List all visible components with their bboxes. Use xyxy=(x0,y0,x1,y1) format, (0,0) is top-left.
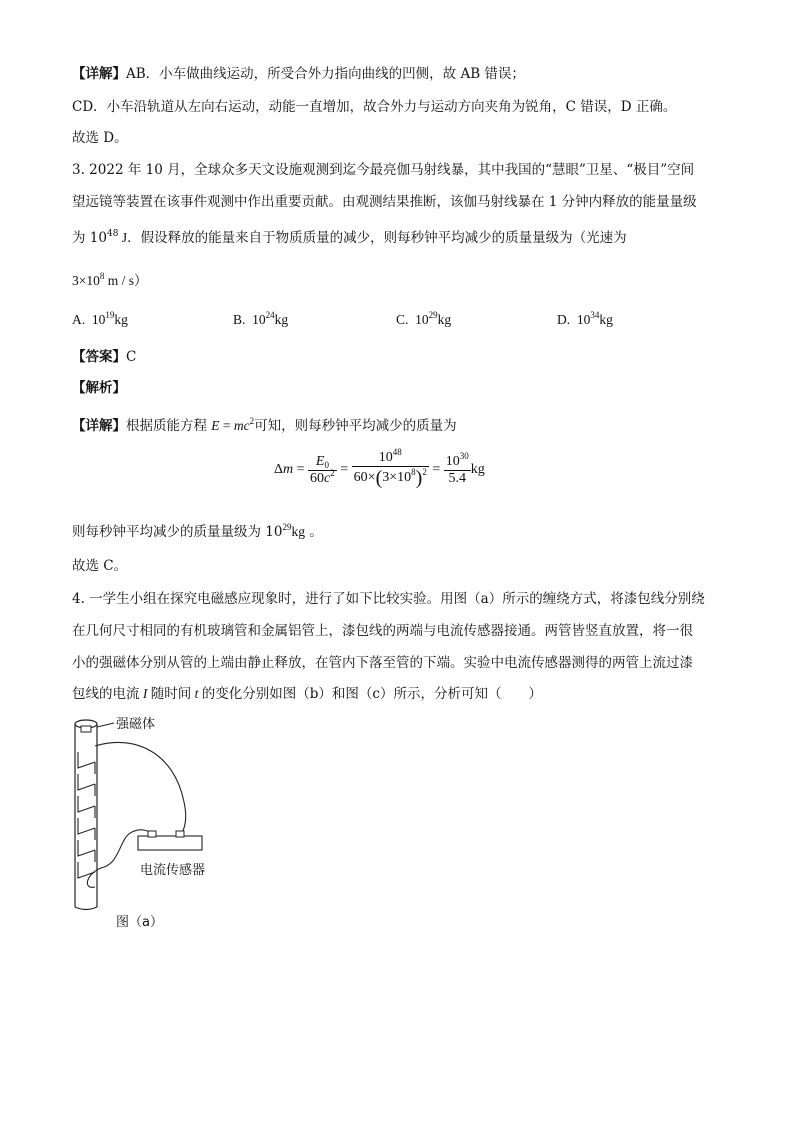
coil-windings xyxy=(78,752,95,878)
q4-line-2: 在几何尺寸相同的有机玻璃管和金属铝管上，漆包线的两端与电流传感器接通。两管皆竖直放置，将一很 xyxy=(72,623,693,639)
magnet-pointer xyxy=(97,723,114,727)
q3-energy-unit: J xyxy=(121,230,128,245)
speed-unit: m / s xyxy=(107,273,135,288)
mass-loss-equation: Δm = $\frac{E_0}{60c^2}$ = $\frac{10^{48}}{60\times(3\times 10^8)^2}$ = $\frac{10^{30}}{5.4}$ kg xyxy=(274,447,485,489)
tube-diagram xyxy=(64,712,224,937)
detail-tag: 【详解】 xyxy=(72,66,126,82)
choice-previous: 故选 D。 xyxy=(72,130,128,146)
option-c: C. $10^{29}kg$ xyxy=(396,310,452,327)
answer-value: C xyxy=(126,349,137,365)
tube xyxy=(75,720,97,910)
current-sensor xyxy=(138,836,202,850)
detail-3-line: 【详解】根据质能方程 $E = mc^2$可知，则每秒钟平均减少的质量为 xyxy=(72,416,457,434)
q3-line-3-text: ．假设释放的能量来自于物质质量的减少，则每秒钟平均减少的质量量级为（光速为 xyxy=(127,230,627,246)
option-d: D. $10^{34}kg$ xyxy=(557,310,613,327)
detail-ab-text: AB．小车做曲线运动，所受合外力指向曲线的凹侧，故 AB 错误； xyxy=(126,66,525,82)
choice-q3: 故选 C。 xyxy=(72,558,128,574)
sensor-terminal-right xyxy=(176,831,184,837)
answer-tag: 【答案】 xyxy=(72,349,126,365)
figure-a xyxy=(64,712,224,941)
sensor-terminal-left xyxy=(148,831,156,837)
sensor-label: 电流传感器 xyxy=(140,863,206,878)
magnet xyxy=(81,726,91,732)
q3-line-1: 3. 2022 年 10 月，全球众多天文设施观测到迄今最亮伽马射线暴，其中我国的“慧眼”卫星、“极目”空间 xyxy=(72,162,695,178)
detail-ab-line xyxy=(72,64,525,84)
fraction-result: $\frac{10^{30}}{5.4}$ xyxy=(445,450,469,486)
q4-line-3: 小的强磁体分别从管的上端由静止释放，在管内下落至管的下端。实验中电流传感器测得的两管上流过漆 xyxy=(72,655,693,671)
speed-exponent: 8 xyxy=(99,271,105,281)
option-a: A. $10^{19}kg$ xyxy=(72,310,128,327)
q4-line-1: 4. 一学生小组在探究电磁感应现象时，进行了如下比较实验。用图（a）所示的缠绕方式，将漆包线分别绕 xyxy=(72,591,705,607)
q3-energy-exponent: 48 xyxy=(106,229,119,239)
conclusion-line: 则每秒钟平均减少的质量量级为 $10^{29}kg$ 。 xyxy=(72,522,323,540)
speed-base: 3×10 xyxy=(72,273,100,288)
speed-close: ） xyxy=(134,273,148,288)
analysis-tag: 【解析】 xyxy=(72,380,126,396)
detail-cd-line: CD．小车沿轨道从左向右运动，动能一直增加，故合外力与运动方向夹角为锐角，C 错误，D 正确。 xyxy=(72,99,677,115)
figure-caption: 图（a） xyxy=(116,915,163,930)
fraction-numeric: $\frac{10^{48}}{60\times(3\times 10^8)^2}$ xyxy=(353,447,427,489)
q4-line-4: 包线的电流 I 随时间 t 的变化分别如图（b）和图（c）所示，分析可知（ ） xyxy=(72,686,542,702)
magnet-label: 强磁体 xyxy=(116,717,156,732)
option-b: B. $10^{24}kg$ xyxy=(233,310,289,327)
q3-line-3 xyxy=(72,228,627,248)
fraction-energy-over-c2: $\frac{E_0}{60c^2}$ xyxy=(310,453,335,486)
q3-energy-base: 为 10 xyxy=(72,230,107,246)
q3-speed-line xyxy=(72,271,148,291)
detail-3-tag: 【详解】 xyxy=(72,418,126,434)
mass-energy-equation: $E = mc^2$ xyxy=(211,416,255,433)
q3-line-2: 望远镜等装置在该事件观测中作出重要贡献。由观测结果推断，该伽马射线暴在 1 分钟内释放的能量量级 xyxy=(72,194,697,210)
answer-line xyxy=(72,347,136,367)
